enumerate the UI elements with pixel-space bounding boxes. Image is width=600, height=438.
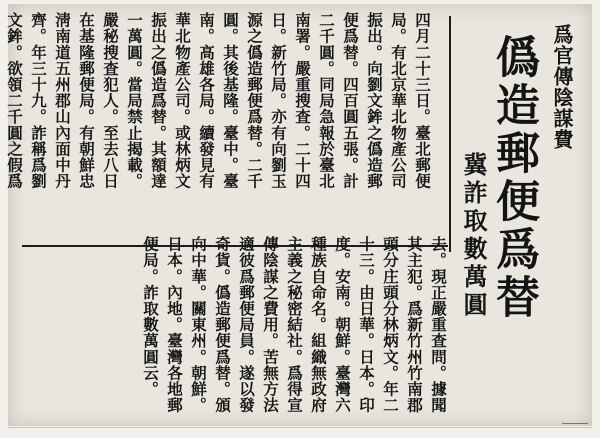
body-column: 振出。向劉文鉾之僞造郵 — [365, 12, 384, 190]
article-body-lower — [138, 236, 450, 422]
body-column: 嚴秘搜査犯人。至去八日 — [101, 12, 120, 190]
article-subhead: 冀詐取數萬圓 — [459, 152, 488, 320]
article-headline: 僞造郵便爲替 — [488, 34, 539, 322]
body-column: 淸南道五州郡山內面中丹 — [53, 12, 72, 190]
body-column: 適彼爲郵便局員。遂以發 — [237, 236, 256, 414]
body-column: 便爲替。四百圓五張。計 — [341, 12, 360, 190]
column-divider-vertical — [449, 16, 451, 252]
body-column: 局。有北京華北物產公司 — [389, 12, 408, 190]
body-column: 齊。年三十九。詐稱爲劉 — [29, 12, 48, 190]
body-column: 日本。內地。臺灣各地郵 — [165, 236, 184, 414]
corner-mark — [562, 423, 588, 434]
body-column: 圓。其後基隆。臺中。臺 — [221, 12, 240, 190]
body-column: 傳陰謀之費用。苦無方法 — [261, 236, 280, 414]
body-column: 向中華。關東州。朝鮮。 — [189, 236, 208, 414]
newspaper-clipping — [5, 4, 592, 426]
body-column: 南署。嚴重搜査。二十四 — [293, 12, 312, 190]
body-column: 振出之僞造爲替。其額達 — [149, 12, 168, 190]
body-column: 一萬圓。當局禁止揭載。 — [125, 12, 144, 190]
body-column: 度。安南。朝鮮。臺灣六 — [333, 236, 352, 414]
body-column: 文鉾。欲領二千圓之假爲 — [5, 12, 24, 190]
body-column: 日。新竹局。亦有向劉玉 — [269, 12, 288, 190]
body-column: 在基隆郵便局。有朝鮮忠 — [77, 12, 96, 190]
article-kicker: 爲官傳陰謀費 — [550, 24, 574, 150]
body-column: 源之僞造郵便爲替。二千 — [245, 12, 264, 190]
body-column: 頭分庄頭分林炳文。年二 — [381, 236, 400, 414]
body-column: 華北物產公司。或林炳文 — [173, 12, 192, 190]
body-column: 其主犯。爲新竹州竹南郡 — [405, 236, 424, 414]
body-column: 主義之秘密結社。爲得宣 — [285, 236, 304, 414]
body-column: 十三。由日華。日本。印 — [357, 236, 376, 414]
body-column: 奇貨。僞造郵便爲替。頒 — [213, 236, 232, 414]
body-column: 去。現正嚴重査問。據聞 — [429, 236, 448, 414]
body-column: 便局。詐取數萬圓云。 — [141, 236, 160, 397]
body-column: 四月二十三日。臺北郵便 — [413, 12, 432, 190]
body-column: 南。高雄各局。續發見有 — [197, 12, 216, 190]
body-column: 二千圓。同局急報於臺北 — [317, 12, 336, 190]
page-edge-line — [8, 427, 592, 428]
body-column: 種族自命名。組織無政府 — [309, 236, 328, 414]
